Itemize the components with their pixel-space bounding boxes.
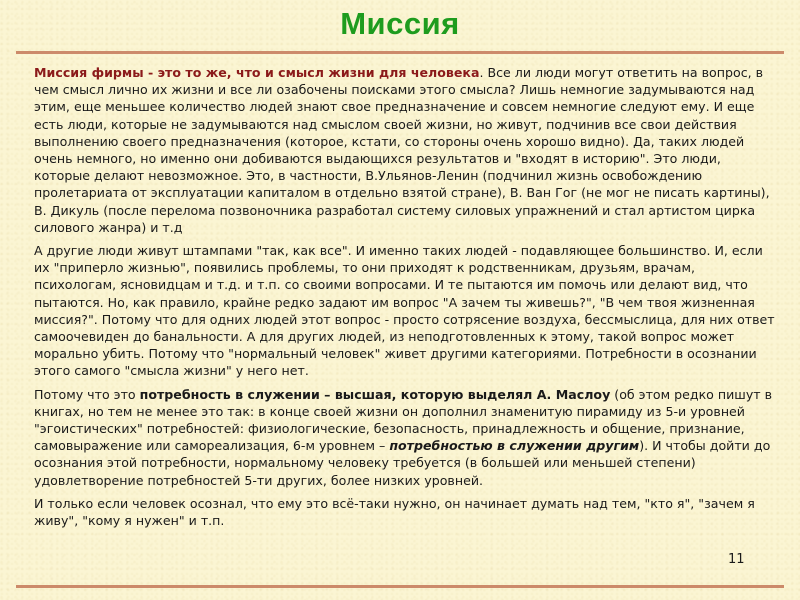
paragraph-stereotypes [34,242,780,380]
paragraph-maslow-start: Потому что это [34,386,140,402]
slide-body [34,64,780,535]
paragraph-stereotypes-text: А другие люди живут штампами "так, как все". И именно таких людей - подавляющее большинство. И, если их "приперло жизнью", появились проблемы, то они приходят к родственникам, друзьям, врачам, психологам, ясновидцам и т.д. и т.п. со своими вопросами. И те пытаются им помочь или делают вид, что пытаются. Но, как правило, крайне редко задают им вопрос "А зачем ты живешь?", "В чем твоя жизненная миссия?". Потому что для одних людей этот вопрос - просто сотрясение воздуха, бессмыслица, для них ответ самоочевиден до банальности. А для других людей, из неподготовленных к этому, такой вопрос может морально убить. Потому что "нормальный человек" живет другими категориями. Потребности в осознании этого самого "смысла жизни" у него нет. [34,243,775,379]
mission-definition: Миссия фирмы - это то же, что и смысл жизни для человека [34,65,480,80]
paragraph-mission-text: . Все ли люди могут ответить на вопрос, в чем смысл лично их жизни и все ли озабочены поисками этого смысла? Лишь немногие задумываются над этим, еще меньшее количество людей знают свое предназначение и совсем немногие следуют ему. И еще есть люди, которые не задумываются над смыслом своей жизни, но живут, подчинив все свои действия выполнению своего предназначения (которое, кстати, со стороны очень хорошо видно). Да, таких людей очень немного, но именно они добиваются выдающихся результатов и "входят в историю". Это люди, которые делают невозможное. Это, в частности, В.Ульянов-Ленин (подчинил жизнь освобождению пролетариата от эксплуатации капиталом в отдельно взятой стране), В. Ван Гог (не мог не писать картины), В. Дикуль (после перелома позвоночника разработал систему силовых упражнений и стал артистом цирка силового жанра) и т.д [34,65,770,235]
paragraph-awareness-text: И только если человек осознал, что ему это всё-таки нужно, он начинает думать над тем, "кто я", "зачем я живу", "кому я нужен" и т.п. [34,495,755,529]
paragraph-maslow-middle: (об этом редко пишут в книгах, но тем не менее это так: в конце своей жизни он дополнил знаменитую пирамиду из 5-и уровней "эгоистических" потребностей: физиологические, безопасность, принадлежность и общение, признание, самовыражение или самореализация, 6-м уровнем – [34,386,773,454]
paragraph-mission [34,64,780,236]
top-divider [16,51,784,54]
service-need-highlight: потребность в служении – высшая, которую выделял А. Маслоу [139,386,611,402]
page-number: 11 [728,552,745,567]
bottom-divider [16,585,784,588]
serving-others-highlight: потребностью в служении другим [389,438,640,454]
slide-title: Миссия [340,6,460,41]
paragraph-maslow-end: ). И чтобы дойти до осознания этой потребности, нормальному человеку требуется (в большей или меньшей степени) удовлетворение потребностей 5-ти других, более низких уровней. [34,438,771,488]
paragraph-maslow [34,386,780,489]
paragraph-awareness [34,495,780,529]
